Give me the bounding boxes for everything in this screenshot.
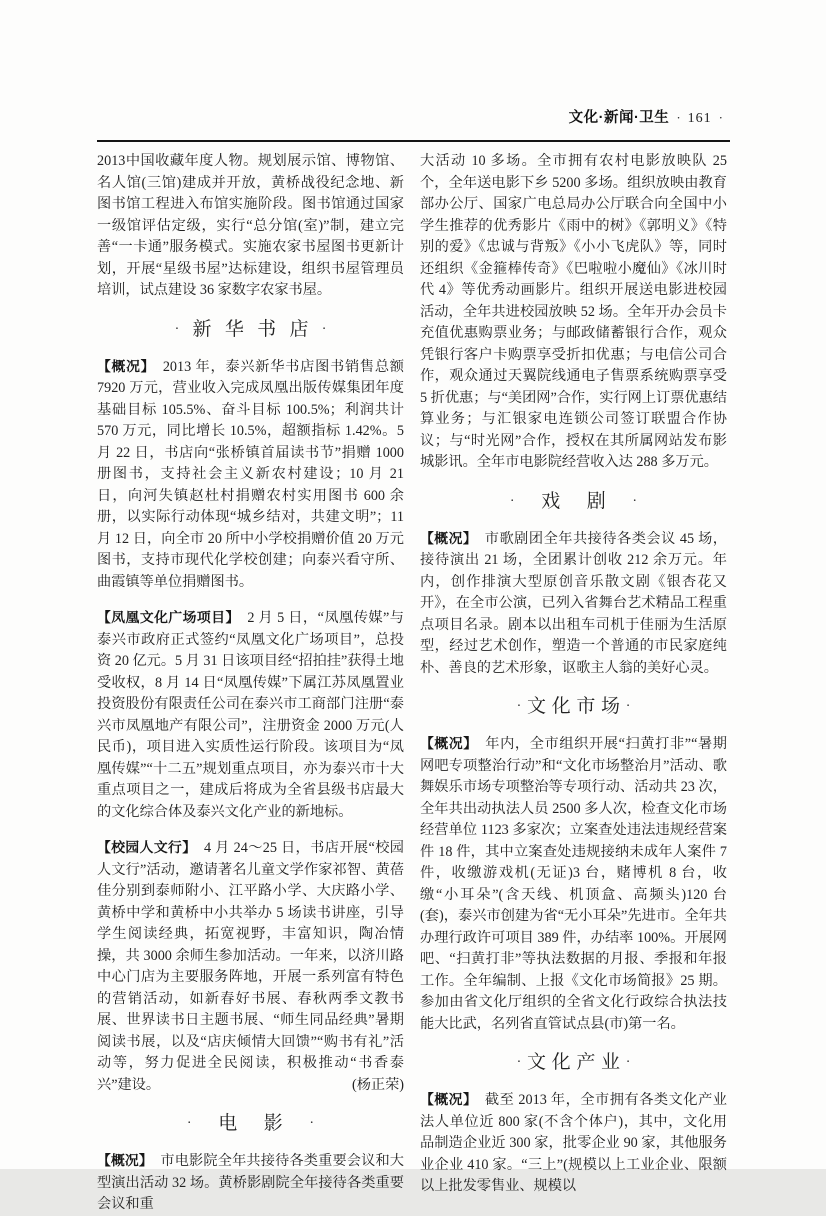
section-heading-drama	[420, 489, 727, 515]
heading-dot: ·	[632, 493, 638, 509]
page-number: 161	[687, 111, 712, 126]
heading-dot: ·	[174, 321, 180, 337]
heading-dot: ·	[625, 1055, 631, 1070]
entry-text: 2013 年，泰兴新华书店图书销售总额 7920 万元，营业收入完成凤凰出版传媒集团年度基础目标 105.5%、奋斗目标 100.5%；利润共计 570 万元，同比增长 10.5%，超额指标 1.42%。5 月 22 日，书店向“张桥镇首届读书节”捐赠 1000 册图书，支持社会主义新农村建设；10 月 21 日，向河失镇赵杜村捐赠农村实用图书 600 余册，以实际行动体现“城乡结对，共建文明”；11 月 12 日，向全市 20 所中小学校捐赠价值 20 万元图书，支持市现代化学校创建；向泰兴看守所、曲霞镇等单位捐赠图书。	[97, 358, 404, 590]
culture-market-overview-paragraph	[420, 733, 727, 1035]
header-dot-left: ·	[676, 110, 681, 125]
heading-dot: ·	[509, 493, 515, 509]
drama-overview-paragraph	[420, 528, 727, 680]
heading-dot: ·	[321, 321, 327, 337]
page-header	[97, 106, 730, 126]
entry-text: 4 月 24～25 日，书店开展“校园人文行”活动，邀请著名儿童文学作家祁智、黄蓓佳分别到泰师附小、江平路小学、大庆路小学、黄桥中学和黄桥中小共举办 5 场读书讲座，引导学生阅读经典，拓宽视野，丰富知识，陶冶情操，共 3000 余师生参加活动。一年来，以济川路中心门店为主要服务阵地，开展一系列富有特色的营销活动，如新春好书展、春秋两季文教书展、世界读书日主题书展、“师生同品经典”暑期阅读书展，以及“店庆倾情大回馈”“购书有礼”活动等，努力促进全民阅读，积极推动“书香泰兴”建设。	[97, 840, 404, 1093]
header-dot-right: ·	[718, 110, 723, 125]
section-title: 文化市场	[526, 696, 626, 717]
xinhua-overview-paragraph	[97, 356, 404, 594]
campus-tour-paragraph	[97, 837, 404, 1096]
left-column	[97, 151, 404, 1216]
entry-label-overview: 【概况】	[97, 1153, 153, 1168]
entry-label-campus-tour: 【校园人文行】	[97, 840, 197, 855]
heading-dot: ·	[516, 699, 522, 714]
film-continuation-paragraph: 大活动 10 多场。全市拥有农村电影放映队 25 个，全年送电影下乡 5200 多场。组织放映由教育部办公厅、国家广电总局办公厅联合向全国中小学生推荐的优秀影片《雨中的树》《郭明义》《特别的爱》《忠诚与背叛》《小小飞虎队》等，同时还组织《金箍棒传奇》《巴啦啦小魔仙》《冰川时代 4》等优秀动画影片。组织开展送电影进校园活动，全年共进校园放映 52 场。全年开办会员卡充值优惠购票业务；与邮政储蓄银行合作，观众凭银行客户卡购票享受折扣优惠；与电信公司合作，观众通过天翼院线通电子售票系统购票享受 5 折优惠；与“美团网”合作，实行网上订票优惠结算业务；与汇银家电连锁公司签订联盟合作协议；与“时光网”合作，授权在其所属网站发布影城影讯。全年市电影院经营收入达 288 多万元。	[420, 153, 727, 470]
section-heading-xinhua-bookstore	[97, 317, 404, 343]
culture-industry-overview-paragraph	[420, 1089, 727, 1198]
heading-dot: ·	[309, 1116, 315, 1131]
entry-text: 2 月 5 日，“凤凰传媒”与泰兴市政府正式签约“凤凰文化广场项目”，总投资 20 亿元。5 月 31 日该项目经“招拍挂”获得土地受收权，8 月 14 日“凤凰传媒”下属江苏凤凰置业投资股份有限责任公司在泰兴市工商部门注册“泰兴市凤凰地产有限公司”，注册资金 2000 万元(人民币)，项目进入实质性运行阶段。该项目为“凤凰传媒”“十二五”规划重点项目，亦为泰兴市十大重点项目之一，建成后将成为全省县级书店最大的文化综合体及泰兴文化产业的新地标。	[97, 610, 404, 820]
header-rule	[97, 140, 730, 142]
phoenix-plaza-paragraph	[97, 607, 404, 823]
two-column-body	[97, 151, 730, 1216]
entry-label-phoenix-plaza: 【凤凰文化广场项目】	[97, 610, 240, 625]
entry-text: 截至 2013 年，全市拥有各类文化产业法人单位近 800 家(不含个体户)，其中，文化用品制造企业近 300 家，批零企业 90 家，其他服务业企业 410 家。“三上”(规模以上工业企业、限额以上批发零售业、规模以	[420, 1092, 727, 1194]
heading-dot: ·	[186, 1116, 192, 1131]
section-title: 文化产业	[526, 1052, 626, 1073]
entry-label-overview: 【概况】	[420, 530, 478, 546]
entry-label-overview: 【概况】	[420, 736, 478, 751]
section-title: 戏剧	[541, 490, 633, 512]
heading-dot: ·	[516, 1055, 522, 1070]
section-heading-film	[97, 1111, 404, 1137]
continuation-paragraph: 2013中国收藏年度人物。规划展示馆、博物馆、名人馆(三馆)建成并开放，黄桥战役纪念地、新图书馆工程进入布馆实施阶段。图书馆通过国家一级馆评估定级，实行“总分馆(室)”制，建立完善“一卡通”服务模式。实施农家书屋图书更新计划，开展“星级书屋”达标建设，组织书屋管理员培训，试点建设 36 家数字农家书屋。	[97, 153, 404, 298]
entry-text: 市电影院全年共接待各类重要会议和大型演出活动 32 场。黄桥影剧院全年接待各类重要会议和重	[97, 1153, 404, 1212]
entry-label-overview: 【概况】	[97, 358, 156, 374]
author-credit: (杨正荣)	[351, 1076, 404, 1093]
heading-dot: ·	[625, 699, 631, 714]
section-heading-culture-market	[420, 694, 727, 720]
entry-text: 年内，全市组织开展“扫黄打非”“暑期网吧专项整治行动”和“文化市场整治月”活动、歌舞娱乐市场专项整治等专项行动、活动共 23 次，全年共出动执法人员 2500 多人次，检查文化市场经营单位 1123 多家次；立案查处违法违规经营案件 18 件，其中立案查处违规接纳未成年人案件 7 件，收缴游戏机(无证)3 台，赌博机 8 台，收缴“小耳朵”(含天线、机顶盒、高频头)120 台(套)，泰兴市创建为省“无小耳朵”先进市。全年共办理行政许可项目 389 件，办结率 100%。开展网吧、“扫黄打非”等执法数据的月报、季报和年报工作。全年编制、上报《文化市场简报》25 期。参加由省文化厅组织的全省文化行政综合执法技能大比武，名列省直管试点县(市)第一名。	[420, 736, 727, 1032]
running-head-title: 文化·新闻·卫生	[568, 110, 670, 126]
film-overview-paragraph	[97, 1150, 404, 1216]
right-column	[420, 151, 727, 1216]
section-title: 电影	[218, 1113, 310, 1134]
entry-label-overview: 【概况】	[420, 1092, 478, 1107]
section-title: 新华书店	[192, 318, 322, 340]
entry-text: 市歌剧团全年共接待各类会议 45 场，接待演出 21 场，全团累计创收 212 余万元。年内，创作排演大型原创音乐散文剧《银杏花又开》，在全市公演，已列入省舞台艺术精品工程重点项目名录。剧本以出租车司机于佳丽为生活原型，经过艺术创作，塑造一个普通的市民家庭纯朴、善良的艺术形象，讴歌主人翁的美好心灵。	[420, 530, 727, 676]
section-heading-culture-industry	[420, 1050, 727, 1076]
